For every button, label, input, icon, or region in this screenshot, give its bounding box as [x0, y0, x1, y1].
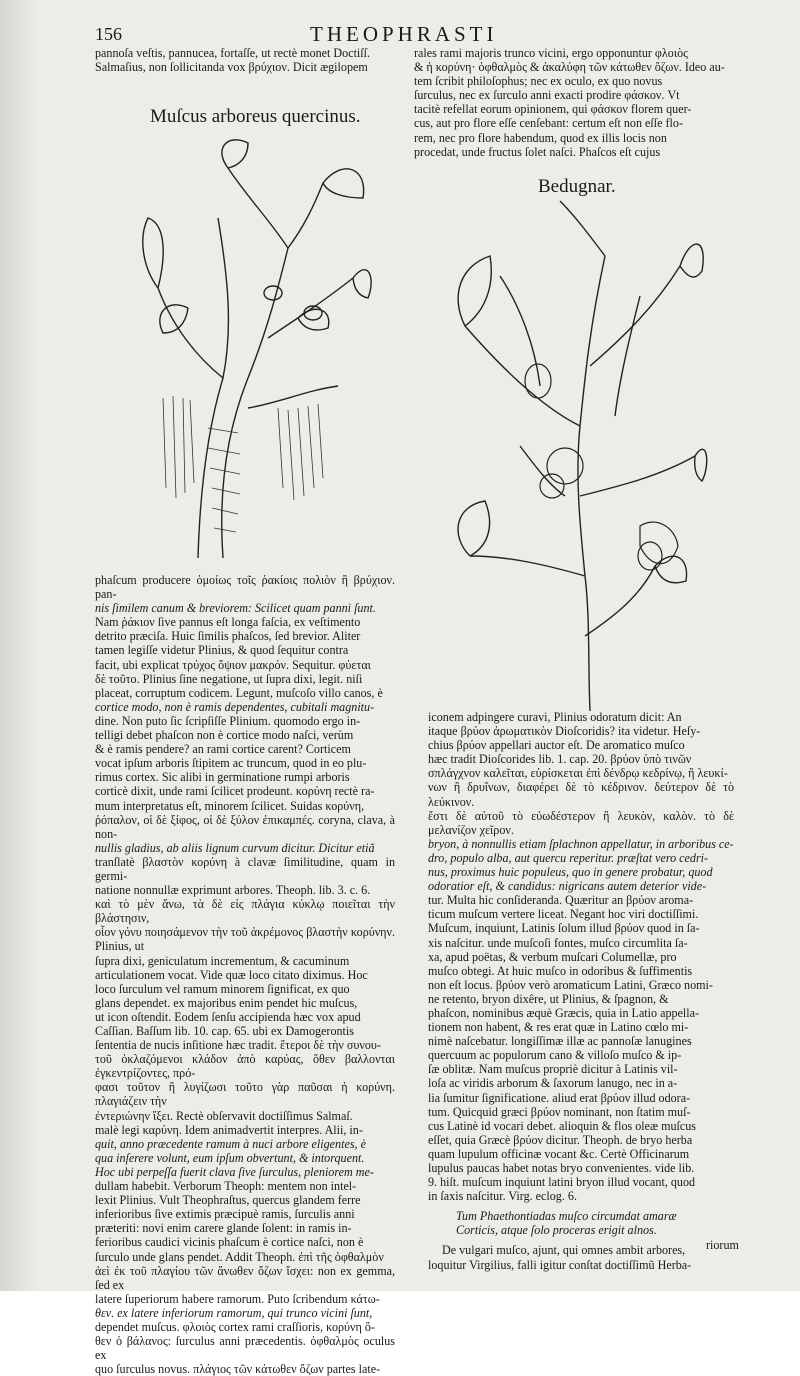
text-line: ut icon oſtendit. Eodem ſenſu accipienda hæc vox apud [95, 1009, 361, 1024]
text-line: inferioribus ſive extimis præcipuè ramis, ſurculis anni [95, 1207, 355, 1222]
text-line: ἀεὶ ἐκ τοῦ πλαγίου τῶν ἄνωθεν ὄζων ἴσχει: non ex gemma, ſed ex [95, 1263, 395, 1292]
text-line: cortice modo, non è ramis dependentes, cubitali magnitu- [95, 699, 375, 714]
text-line: θεν ὁ βάλανος: ſurculus anni præcedentis. ὀφθαλμὸς oculus ex [95, 1334, 395, 1363]
text-line: dine. Non puto ſic ſcripſiſſe Plinium. quomodo ergo in- [95, 713, 361, 728]
text-line: θεν. ex latere inferiorum ramorum, qui trunco vicini ſunt, [95, 1305, 373, 1320]
text-line: τοῦ ὀκλαζόμενοι κλάδον ἀπὸ καρύας, ὅθεν βαλλονται ἐγκεντρίζοντες, πρό- [95, 1052, 395, 1081]
bedugnar-woodcut [440, 196, 710, 716]
text-line: tacitè refellat eorum opinionem, qui φάσκον florem quer- [414, 102, 692, 117]
text-line: tranſlatè βλαστὸν κορύνη à clavæ ſimilitudine, quam in germi- [95, 854, 395, 883]
text-line: bryon, à nonnullis etiam ſplachnon appellatur, in arboribus ce- [428, 836, 734, 851]
text-line: chius βρύον appellari auctor eſt. De aromatico muſco [428, 738, 685, 753]
text-line: vocat ipſum arboris ſtipitem ac truncum, quod in eo plu- [95, 756, 367, 771]
text-line: placeat, corruptum codicem. Legunt, muſcoſo villo canos, è [95, 685, 383, 700]
text-line: ſurculo unde glans pendet. Addit Theoph. ἐπὶ τῆς ὀφθαλμὸν [95, 1249, 384, 1264]
text-line: nullis gladius, ab aliis lignum curvum dicitur. Dicitur etiã [95, 840, 375, 855]
text-line: & ἡ κορύνη· ὀφθαλμὸς & ἀκαλύφη τῶν κάτωθεν ὄζων. Ideo au- [414, 60, 725, 75]
text-line: ſurculus, nec ex ſurculo anni exacti prodire φάσκον. Vt [414, 88, 680, 103]
oak-moss-woodcut [128, 128, 378, 568]
text-line: dro, populo alba, aut quercu reperitur. præſtat vero cedri- [428, 850, 709, 865]
text-line: quo ſurculus novus. πλάγιος τῶν κάτωθεν ὄζων partes late- [95, 1362, 381, 1376]
text-line: καὶ τὸ μὲν ἄνω, τὰ δὲ εἰς πλάγια κύκλῳ ποιεῖται τὴν βλάστησιν, [95, 897, 395, 926]
text-line: dependet muſcus. φλοιὸς cortex rami craſſioris, κορύνη ὅ- [95, 1319, 375, 1334]
bedugnar-woodcut-drawing [440, 196, 710, 716]
catchword: riorum [706, 1238, 739, 1252]
text-line: ſupra dixi, geniculatum incrementum, & cacuminum [95, 953, 350, 968]
text-line: muſco obtegi. At huic muſco in odoribus & ſuffimentis [428, 963, 693, 978]
text-line: tur. Multa hic conſideranda. Quæritur an βρύον aroma- [428, 893, 694, 908]
text-line: cus Latinè id vocari debet. alioquin & flos oleæ muſcus [428, 1118, 697, 1133]
right-plate-caption: Bedugnar. [538, 176, 616, 197]
right-top-text [414, 46, 732, 159]
text-line: odoratior eſt, & candidus: nigricans autem deterior vide- [428, 879, 707, 894]
text-line: natione nonnullæ exprimunt arbores. Theoph. lib. 3. c. 6. [95, 883, 371, 898]
text-line: δὲ τοῦτο. Plinius ſine negatione, ut ſupra dixi, legit. niſi [95, 671, 363, 686]
text-line: non eſt locus. βρύον verò aromaticum Latini, Græco nomi- [428, 977, 713, 992]
text-line: nus, proximus huic populeus, quo in genere probatur, quod [428, 865, 713, 880]
text-line: φασι τοῦτον ἢ λυγίζωσι τοῦτο γὰρ παῦσαι ἡ κορύνη. πλαγιάζειν τὴν [95, 1080, 395, 1109]
left-column-body [95, 573, 395, 1376]
text-line: rem, nec pro flore habendum, quod ex illis locis non [414, 130, 667, 145]
text-line: ne retento, bryon dixêre, ut Plinius, & ſpagnon, & [428, 991, 669, 1006]
text-line: latere ſuperiorum habere ramorum. Puto ſcribendum κάτω- [95, 1291, 380, 1306]
text-line: ſententia de nucis inſitione hæc tradit. ἕτεροι δὲ τὴν συνου- [95, 1038, 381, 1053]
text-line: ſæ oblitæ. Nam muſcus propriè dicitur à Latinis vil- [428, 1062, 678, 1077]
text-line: ἐντεριώνην ἴξει. Rectè obſervavit doctiſſimus Salmaſ. [95, 1108, 353, 1123]
text-line: Hoc ubi perpeſſa fuerit clava ſive ſurculus, pleniorem me- [95, 1164, 374, 1179]
text-line: lia ſumitur ſignificatione. aliud erat βρύον illud odora- [428, 1090, 691, 1105]
text-line: hæc tradit Dioſcorides lib. 1. cap. 20. βρύον ὑπὸ τινῶν [428, 752, 692, 767]
text-line: phaſcon, nominibus æquè Græcis, quia in Latio appella- [428, 1005, 700, 1020]
text-line: quit, anno præcedente ramum à nuci arbore eligentes, è [95, 1136, 366, 1151]
page-gutter-shadow [0, 0, 38, 1291]
text-line: νων ἢ δρυΐνων, διαφέρει δὲ τὸ κέδρινον. δεύτερον δὲ τὸ λεύκινον. [428, 780, 734, 809]
page-number: 156 [95, 24, 122, 44]
text-line: De vulgari muſco, ajunt, qui omnes ambit arbores, [442, 1243, 686, 1258]
text-line: mum interpretatus eſt, minorem ſcilicet. Suidas κορύνη, [95, 798, 365, 813]
text-line: ἔστι δὲ αὐτοῦ τὸ εὐωδέστερον ἢ λευκὸν, καλὸν. τὸ δὲ μελανίζον χεῖρον. [428, 808, 734, 837]
text-line: Salmaſius, non ſollicitanda vox βρύχιον. Dicit ægilopem [95, 60, 368, 75]
text-line: lexit Plinius. Vult Theophraſtus, quercus glandem ferre [95, 1193, 361, 1208]
text-line: malè legi καρύνη. Idem animadvertit interpres. Alii, in- [95, 1122, 363, 1137]
text-line: xa, apud poëtas, & verbum muſcari Columellæ, pro [428, 949, 677, 964]
text-line: pannoſa veſtis, pannucea, fortaſſe, ut rectè monet Doctiſſ. [95, 46, 371, 60]
text-line: facit, ubi explicat τρύχος ὄψιον μακρόν. Sequitur. φύεται [95, 657, 371, 672]
text-line: in ſaxis naſcitur. Virg. eclog. 6. [428, 1189, 577, 1204]
text-line: itaque βρύον ἀρωματικὸν Dioſcoridis? ita videtur. Heſy- [428, 724, 701, 739]
text-line: nis ſimilem canum & breviorem: Scilicet quam panni ſunt. [95, 601, 376, 616]
text-line: qua inſerere volunt, eum ipſum obvertunt, & intorquent. [95, 1150, 365, 1165]
text-line: articulationem vocat. Vide quæ loco citato diximus. Hoc [95, 967, 368, 982]
running-head: THEOPHRASTI [310, 22, 498, 46]
text-line: tum. Quicquid græci βρύον nominant, non ſtatim muſ- [428, 1104, 691, 1119]
verse-line: Corticis, atque ſolo proceras erigit alnos. [456, 1223, 657, 1238]
text-line: loco ſurculum vel ramum minorem ſignificat, ex quo [95, 981, 350, 996]
left-plate-caption: Muſcus arboreus quercinus. [150, 106, 361, 127]
text-line: corticè dixit, unde rami ſcilicet prodeunt. κορύνη rectè ra- [95, 784, 375, 799]
text-line: glans dependet. ex majoribus enim pendet hic muſcus, [95, 995, 358, 1010]
text-line: phaſcum producere ὁμοίως τοῖς ῥακίοις πολιὸν ἢ βρύχιον. pan- [95, 573, 395, 602]
text-line: Caſſian. Baſſum lib. 10. cap. 65. ubi ex Damogerontis [95, 1024, 354, 1038]
text-line: quam lupulum officinæ vocant &c. Certè Officinarum [428, 1146, 690, 1161]
text-line: eſſet, quia Græcè βρύον dicitur. Theoph. de bryo herba [428, 1132, 693, 1147]
text-line: rimus cortex. Sic alibi in germinatione rumpi arboris [95, 770, 350, 785]
text-line: rales rami majoris trunco vicini, ergo opponuntur φλοιὸς [414, 46, 688, 60]
text-line: lupulus paucas habet notas bryo convenientes. vide lib. [428, 1161, 695, 1175]
text-line: præteriti: novi enim carere glande ſolent: in ramis in- [95, 1221, 352, 1236]
text-line: loſa ac viridis arborum & ſaxorum lanugo, nec in a- [428, 1076, 678, 1091]
page-header [95, 24, 735, 48]
text-line: cus, aut pro flore eſſe cenſebant: certum eſt non eſſe flo- [414, 116, 683, 131]
text-line: telligi debet phaſcon non è cortice modo naſci, verùm [95, 728, 354, 743]
text-line: ticum muſcum vertere liceat. Negant hoc viri doctiſſimi. [428, 907, 699, 922]
text-line: tem ſcribit philoſophus; nec ex oculo, ex quo novus [414, 74, 663, 89]
text-line: οἷον γόνυ ποιησάμενον τὴν τοῦ ἀκρέμονος βλαστὴν κορύνην. Plinius, ut [95, 925, 395, 954]
text-line: ferioribus caudici vicinis phaſcum è cortice naſci, non è [95, 1235, 364, 1250]
text-line: loquitur Virgilius, falli igitur conſtat doctiſſimũ Herba- [428, 1257, 692, 1272]
text-line: & è ramis pendere? an rami cortice carent? Corticem [95, 742, 351, 757]
text-line: dullam habebit. Verborum Theoph: mentem non intel- [95, 1179, 357, 1194]
text-line: iconem adpingere curavi, Plinius odoratum dicit: An [428, 710, 682, 724]
text-line: σπλάγχνον καλεῖται, εὑρίσκεται ἐπὶ δένδρῳ κεδρίνῳ, ἢ λευκί- [428, 766, 728, 781]
text-line: tamen legiſſe videtur Plinius, & quod ſequitur contra [95, 643, 349, 658]
text-line: procedat, unde fructus ſolet naſci. Phaſcos eſt cujus [414, 144, 661, 159]
right-column-body [428, 710, 734, 1272]
text-line: Muſcum, inquiunt, Latinis ſolum illud βρύον quod in ſa- [428, 921, 700, 936]
text-line: tionem non habent, & res erat quæ in Latino cœlo mi- [428, 1020, 689, 1035]
text-line: ῥόπαλον, οἱ δὲ ξίφος, οἱ δὲ ξύλον ἐπικαμπές. coryna, clava, à non- [95, 812, 395, 841]
text-line: quercuum ac populorum cano & villoſo muſco & ip- [428, 1048, 682, 1063]
text-line: 9. hiſt. muſcum inquiunt latini bryon illud vocant, quod [428, 1175, 696, 1190]
text-line: Nam ῥάκιον ſive pannus eſt longa faſcia, ex veſtimento [95, 615, 361, 630]
verse-line: Tum Phaethontiadas muſco circumdat amaræ [456, 1209, 677, 1224]
left-top-text [95, 46, 391, 74]
text-line: xis naſcitur. unde muſcoſi fontes, muſco circumlita ſa- [428, 935, 688, 950]
text-line: detrito præciſa. Huic ſimilis phaſcos, ſed brevior. Aliter [95, 629, 361, 644]
text-line: nimè naſcebatur. longiſſimæ illæ ac pannoſæ lanugines [428, 1034, 692, 1049]
oak-moss-woodcut-drawing [128, 128, 378, 568]
